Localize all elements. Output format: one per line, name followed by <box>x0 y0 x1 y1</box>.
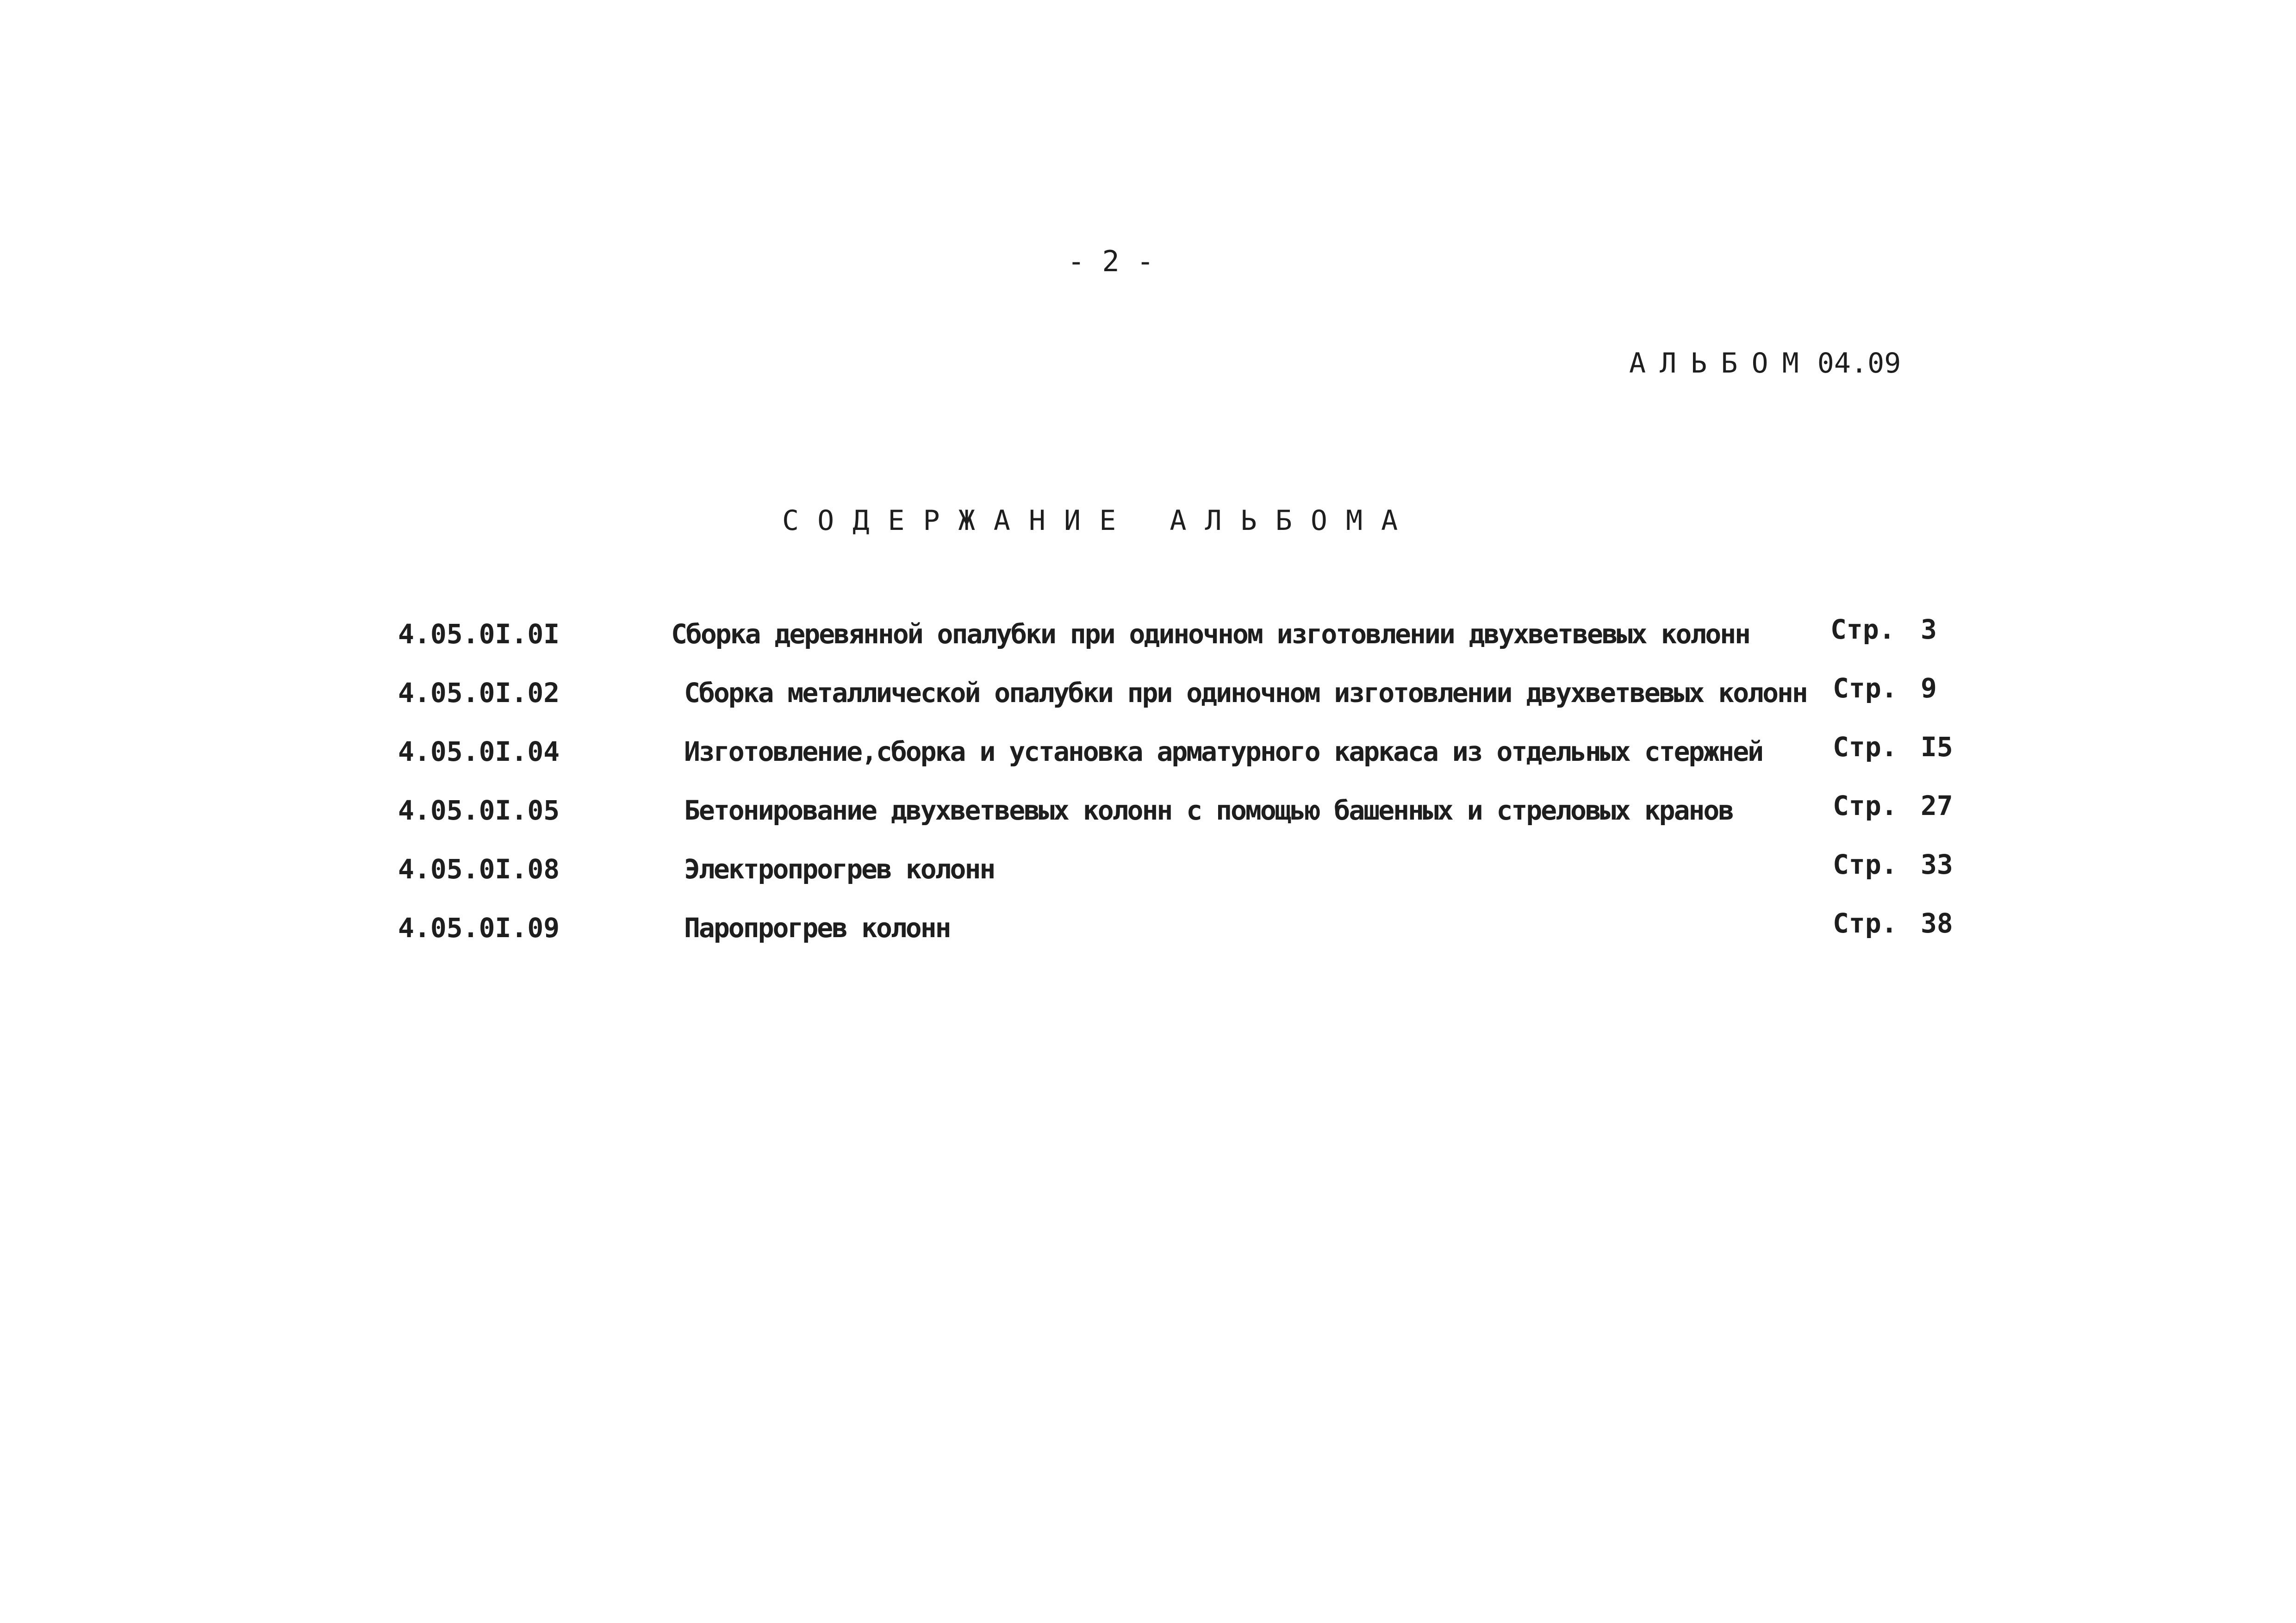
toc-title: Электропрогрев колонн <box>684 853 995 885</box>
toc-row <box>0 670 2296 716</box>
toc-code: 4.05.0I.09 <box>398 912 560 944</box>
toc-page-prefix: Стр. <box>1833 672 1898 704</box>
toc-code: 4.05.0I.05 <box>398 795 560 826</box>
toc-page-number: 9 <box>1921 672 1937 704</box>
album-label: АЛЬБОМ <box>1629 347 1813 379</box>
toc-page-prefix: Стр. <box>1830 614 1895 645</box>
toc-title: Паропрогрев колонн <box>684 912 950 944</box>
toc-page-prefix: Стр. <box>1833 849 1898 880</box>
toc-page-number: 27 <box>1921 790 1953 821</box>
contents-title: СОДЕРЖАНИЕ АЛЬБОМА <box>782 504 1417 537</box>
toc-code: 4.05.0I.02 <box>398 677 560 709</box>
toc-row <box>0 905 2296 951</box>
toc-page-prefix: Стр. <box>1833 908 1898 939</box>
toc-code: 4.05.0I.08 <box>398 853 560 885</box>
toc-title: Изготовление,сборка и установка арматурного каркаса из отдельных стержней <box>684 736 1763 767</box>
toc-page-number: 3 <box>1921 614 1937 645</box>
toc-page-prefix: Стр. <box>1833 790 1898 821</box>
toc-page-prefix: Стр. <box>1833 731 1898 763</box>
toc-page-number: 33 <box>1921 849 1953 880</box>
toc-row <box>0 728 2296 775</box>
toc-page-number: 38 <box>1921 908 1953 939</box>
toc-row <box>0 846 2296 892</box>
album-number: 04.09 <box>1817 347 1901 379</box>
toc-title: Бетонирование двухветвевых колонн с помощью башенных и стреловых кранов <box>684 795 1733 826</box>
toc-title: Сборка металлической опалубки при одиночном изготовлении двухветвевых колонн <box>684 677 1807 709</box>
toc-title: Сборка деревянной опалубки при одиночном изготовлении двухветвевых колонн <box>671 618 1750 650</box>
toc-code: 4.05.0I.04 <box>398 736 560 767</box>
toc-row <box>0 787 2296 833</box>
album-code <box>1629 342 1901 384</box>
toc-page-number: I5 <box>1921 731 1953 763</box>
page-number: - 2 - <box>1067 244 1154 278</box>
toc-code: 4.05.0I.0I <box>398 618 560 650</box>
toc-row <box>0 611 2296 657</box>
